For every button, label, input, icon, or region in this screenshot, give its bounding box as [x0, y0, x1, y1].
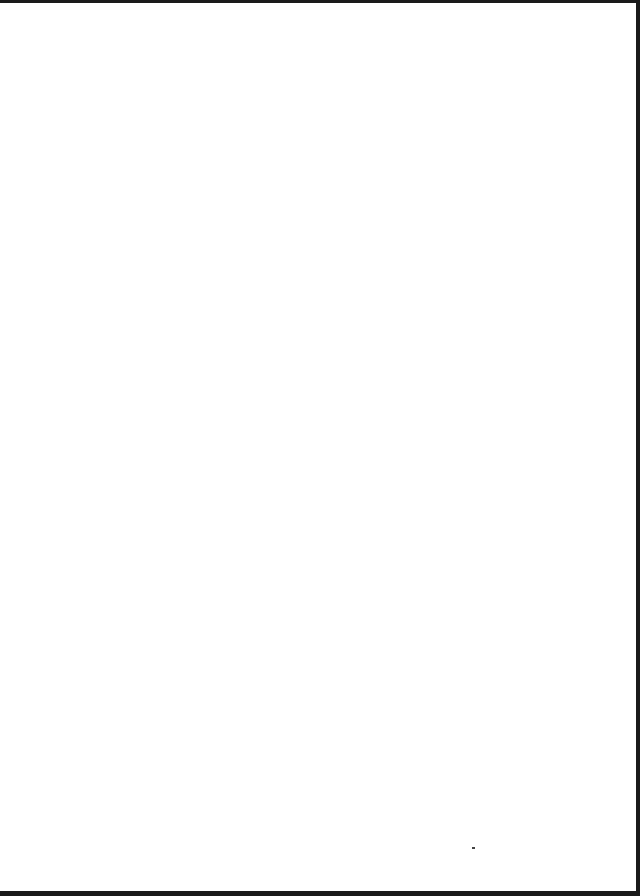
scan-speck: [472, 847, 475, 849]
